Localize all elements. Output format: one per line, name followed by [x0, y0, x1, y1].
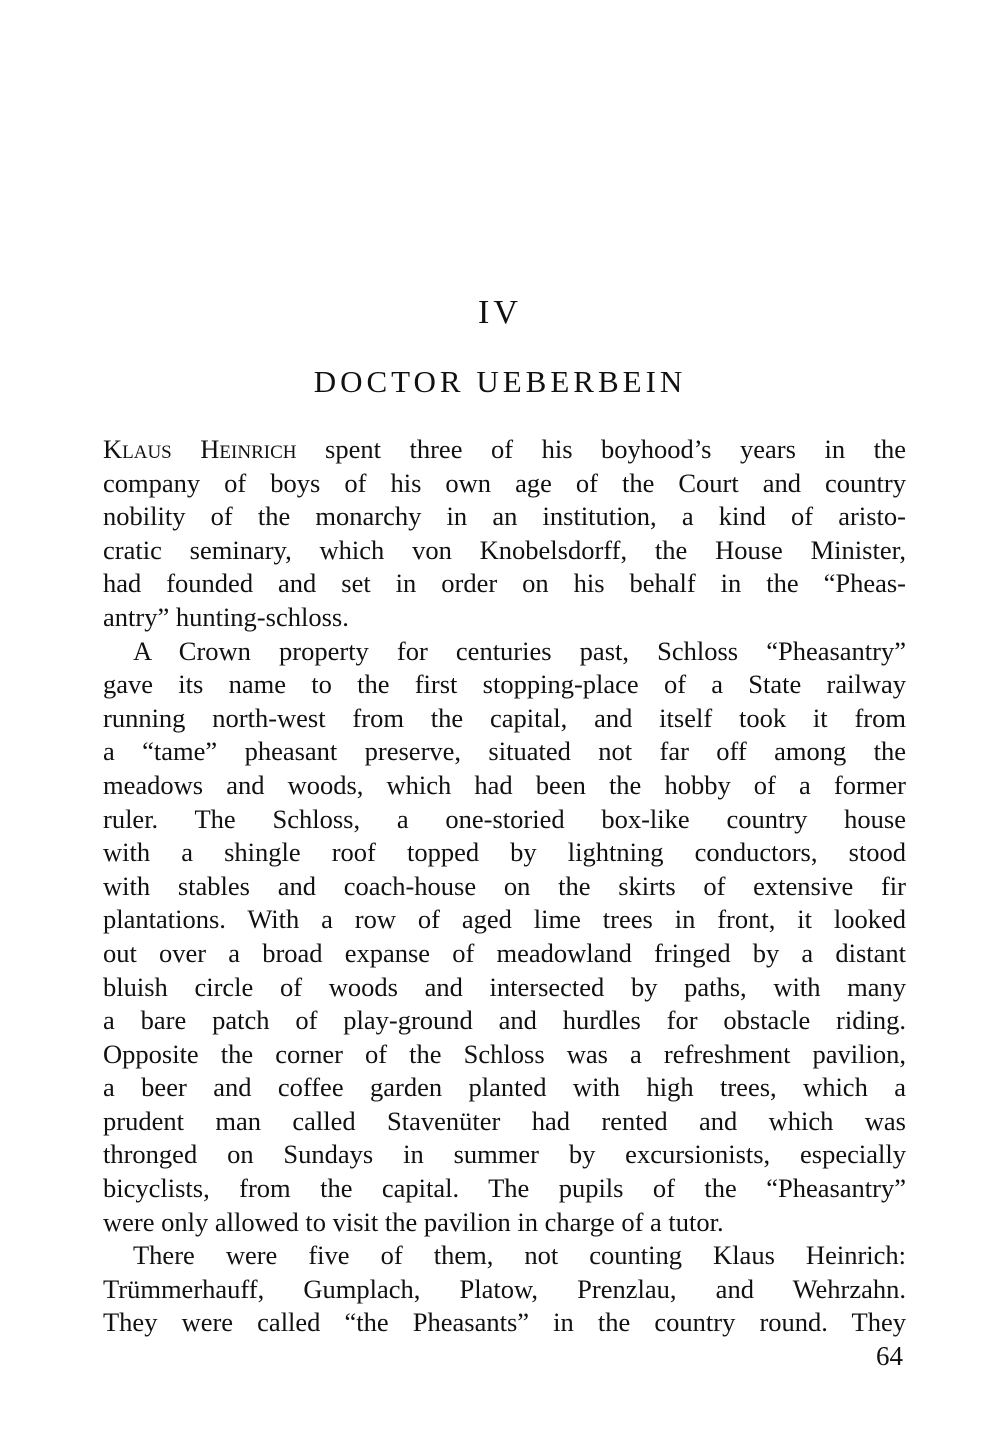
text-line: nobility of the monarchy in an institution, a kind of aristo- — [103, 501, 906, 532]
paragraph-1 — [103, 433, 906, 635]
text-line: bluish circle of woods and intersected by paths, with many — [103, 971, 906, 1002]
body-text — [103, 433, 906, 1340]
text-line: with a shingle roof topped by lightning conductors, stood — [103, 837, 906, 868]
text-line: A Crown property for centuries past, Schloss “Pheasantry” — [133, 635, 906, 666]
text-line: ruler. The Schloss, a one-storied box-like country house — [103, 803, 906, 834]
text-line: out over a broad expanse of meadowland fringed by a distant — [103, 937, 906, 968]
lead-smallcaps: Klaus Heinrich — [103, 434, 297, 464]
text-line: gave its name to the first stopping-place of a State railway — [103, 669, 906, 700]
text-line: plantations. With a row of aged lime trees in front, it looked — [103, 904, 906, 935]
chapter-number: IV — [478, 294, 522, 331]
text-line: company of boys of his own age of the Court and country — [103, 467, 906, 498]
text-line: running north-west from the capital, and itself took it from — [103, 702, 906, 733]
text-line: They were called “the Pheasants” in the country round. They — [103, 1307, 906, 1338]
text-line: a bare patch of play-ground and hurdles for obstacle riding. — [103, 1005, 906, 1036]
text-line: Klaus Heinrich spent three of his boyhood’s years in the — [103, 434, 906, 464]
text-line: cratic seminary, which von Knobelsdorff, the House Minister, — [103, 534, 906, 565]
text-line: Trümmerhauff, Gumplach, Platow, Prenzlau, and Wehrzahn. — [103, 1273, 906, 1304]
text-line: prudent man called Stavenüter had rented and which was — [103, 1105, 906, 1136]
text-line: Opposite the corner of the Schloss was a refreshment pavilion, — [103, 1038, 906, 1069]
text-line: antry” hunting-schloss. — [103, 601, 349, 632]
text-line: a beer and coffee garden planted with high trees, which a — [103, 1072, 906, 1103]
text-line: had founded and set in order on his behalf in the “Pheas- — [103, 568, 906, 599]
text-line: a “tame” pheasant preserve, situated not far off among the — [103, 736, 906, 767]
text-line: meadows and woods, which had been the hobby of a former — [103, 769, 906, 800]
text-line: thronged on Sundays in summer by excursionists, especially — [103, 1139, 906, 1170]
text-line: with stables and coach-house on the skirts of extensive fir — [103, 870, 906, 901]
text-line: were only allowed to visit the pavilion in charge of a tutor. — [103, 1206, 724, 1237]
paragraph-3 — [103, 1239, 906, 1340]
page-number: 64 — [876, 1341, 903, 1371]
text-line: There were five of them, not counting Klaus Heinrich: — [133, 1240, 906, 1271]
text-line: bicyclists, from the capital. The pupils of the “Pheasantry” — [103, 1173, 906, 1204]
chapter-title: DOCTOR UEBERBEIN — [313, 364, 687, 399]
paragraph-2 — [103, 635, 906, 1240]
